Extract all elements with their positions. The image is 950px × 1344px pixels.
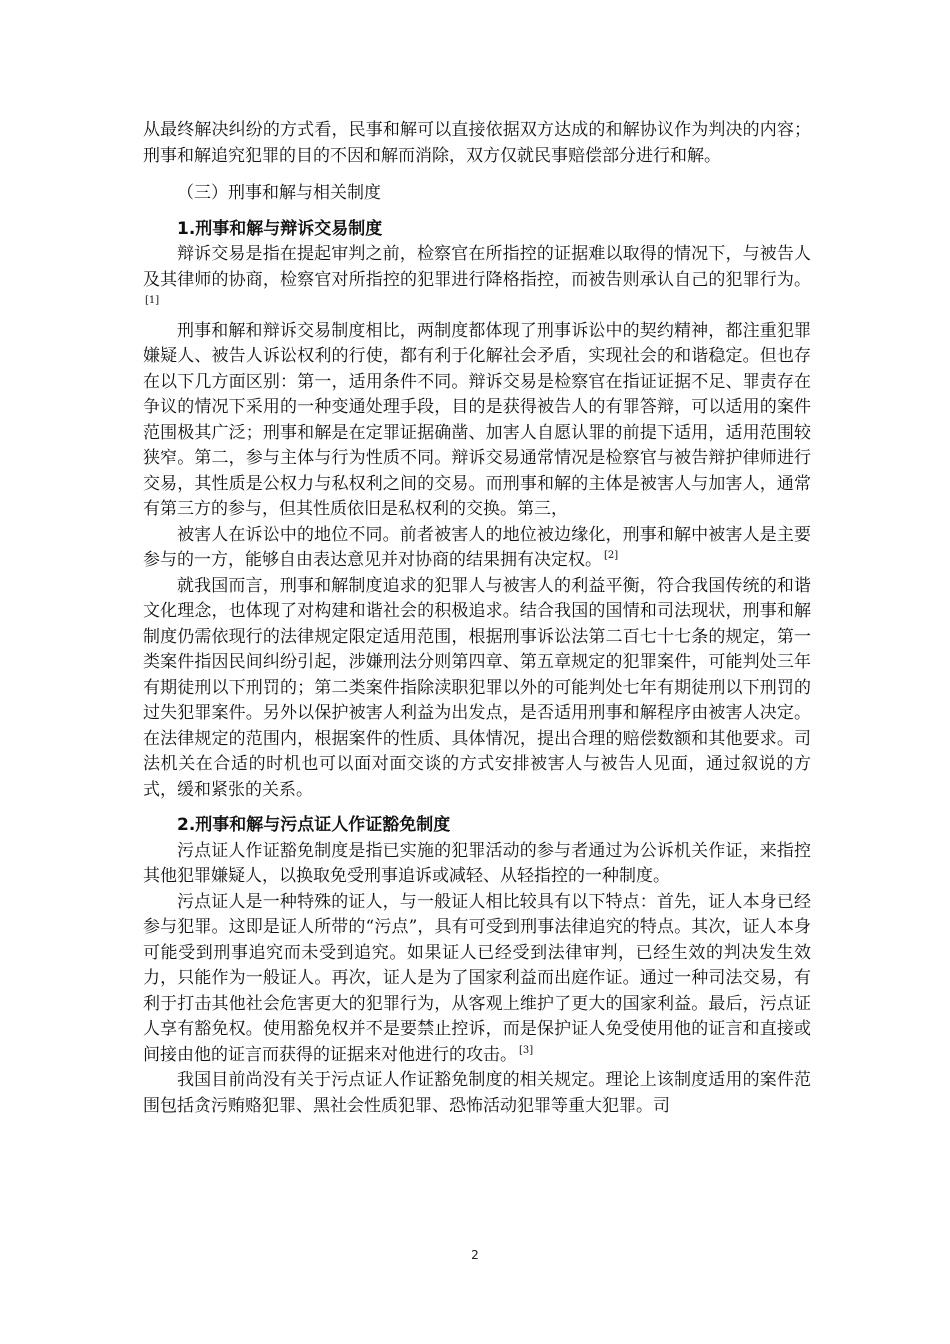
footnote-ref-3[interactable]: [3] xyxy=(519,1044,534,1056)
subheading-plea-bargaining: 1.刑事和解与辩诉交易制度 xyxy=(177,218,383,239)
tainted-witness-definition: 污点证人作证豁免制度是指已实施的犯罪活动的参与者通过为公诉机关作证，来指控其他犯罪嫌疑人，以换取免受刑事追诉或减轻、从轻指控的一种制度。 xyxy=(143,840,811,886)
intro-paragraph: 从最终解决纠纷的方式看，民事和解可以直接依据双方达成的和解协议作为判决的内容；刑事和解追究犯罪的目的不因和解而消除，双方仅就民事赔偿部分进行和解。 xyxy=(143,120,811,166)
footnote-ref-2[interactable]: [2] xyxy=(604,550,619,562)
victim-status-paragraph xyxy=(143,523,811,574)
plea-bargaining-definition xyxy=(143,242,811,319)
tainted-witness-traits-text: 污点证人是一种特殊的证人，与一般证人相比较具有以下特点：首先，证人本身已经参与犯罪。这即是证人所带的“污点”，具有可受到刑事法律追究的特点。其次，证人本身可能受到刑事追究而未受到追究。如果证人已经受到法律审判，已经生效的判决发生效力，只能作为一般证人。再次，证人是为了国家利益而出庭作证。通过一种司法交易，有利于打击其他社会危害更大的犯罪行为，从客观上维护了更大的国家利益。最后，污点证人享有豁免权。使用豁免权并不是要禁止控诉，而是保护证人免受使用他的证言和直接或间接由他的证言而获得的证据来对他进行的攻击。 xyxy=(143,891,811,1065)
footnote-ref-1[interactable]: [1] xyxy=(145,295,160,307)
page-number: 2 xyxy=(471,1248,479,1262)
body-text xyxy=(143,118,811,1119)
comparison-paragraph: 刑事和解和辩诉交易制度相比，两制度都体现了刑事诉讼中的契约精神，都注重犯罪嫌疑人、被告人诉讼权利的行使，都有利于化解社会矛盾，实现社会的和谐稳定。但也存在以下几方面区别：第一，适用条件不同。辩诉交易是检察官在指证证据不足、罪责存在争议的情况下采用的一种变通处理手段，目的是获得被告人的有罪答辩，可以适用的案件范围极其广泛；刑事和解是在定罪证据确凿、加害人自愿认罪的前提下适用，适用范围较狭窄。第二，参与主体与行为性质不同。辩诉交易通常情况是检察官与被告辩护律师进行交易，其性质是公权力与私权利之间的交易。而刑事和解的主体是被害人与加害人，通常有第三方的参与，但其性质依旧是私权利的交换。第三， xyxy=(143,320,811,519)
subheading-tainted-witness: 2.刑事和解与污点证人作证豁免制度 xyxy=(177,815,451,835)
china-context-paragraph: 就我国而言，刑事和解制度追求的犯罪人与被害人的利益平衡，符合我国传统的和谐文化理念，也体现了对构建和谐社会的积极追求。结合我国的国情和司法现状，刑事和解制度仍需依现行的法律规定限定适用范围，根据刑事诉讼法第二百七十七条的规定，第一类案件指因民间纠纷引起，涉嫌刑法分则第四章、第五章规定的犯罪案件，可能判处三年有期徒刑以下刑罚的；第二类案件指除渎职犯罪以外的可能判处七年有期徒刑以下刑罚的过失犯罪案件。另外以保护被害人利益为出发点，是否适用刑事和解程序由被害人决定。在法律规定的范围内，根据案件的性质、具体情况，提出合理的赔偿数额和其他要求。司法机关在合适的时机也可以面对面交谈的方式安排被害人与被告人见面，通过叙说的方式，缓和紧张的关系。 xyxy=(143,575,811,800)
section-heading-3: （三）刑事和解与相关制度 xyxy=(177,183,381,203)
plea-bargaining-definition-text: 辩诉交易是指在提起审判之前，检察官在所指控的证据难以取得的情况下，与被告人及其律师的协商，检察官对所指控的犯罪进行降格指控，而被告则承认自己的犯罪行为。 xyxy=(143,244,811,290)
tainted-witness-traits xyxy=(143,890,811,1069)
tainted-witness-china: 我国目前尚没有关于污点证人作证豁免制度的相关规定。理论上该制度适用的案件范围包括贪污贿赂犯罪、黑社会性质犯罪、恐怖活动犯罪等重大犯罪。司 xyxy=(143,1070,811,1116)
victim-status-text: 被害人在诉讼中的地位不同。前者被害人的地位被边缘化，刑事和解中被害人是主要参与的一方，能够自由表达意见并对协商的结果拥有决定权。 xyxy=(143,524,811,570)
